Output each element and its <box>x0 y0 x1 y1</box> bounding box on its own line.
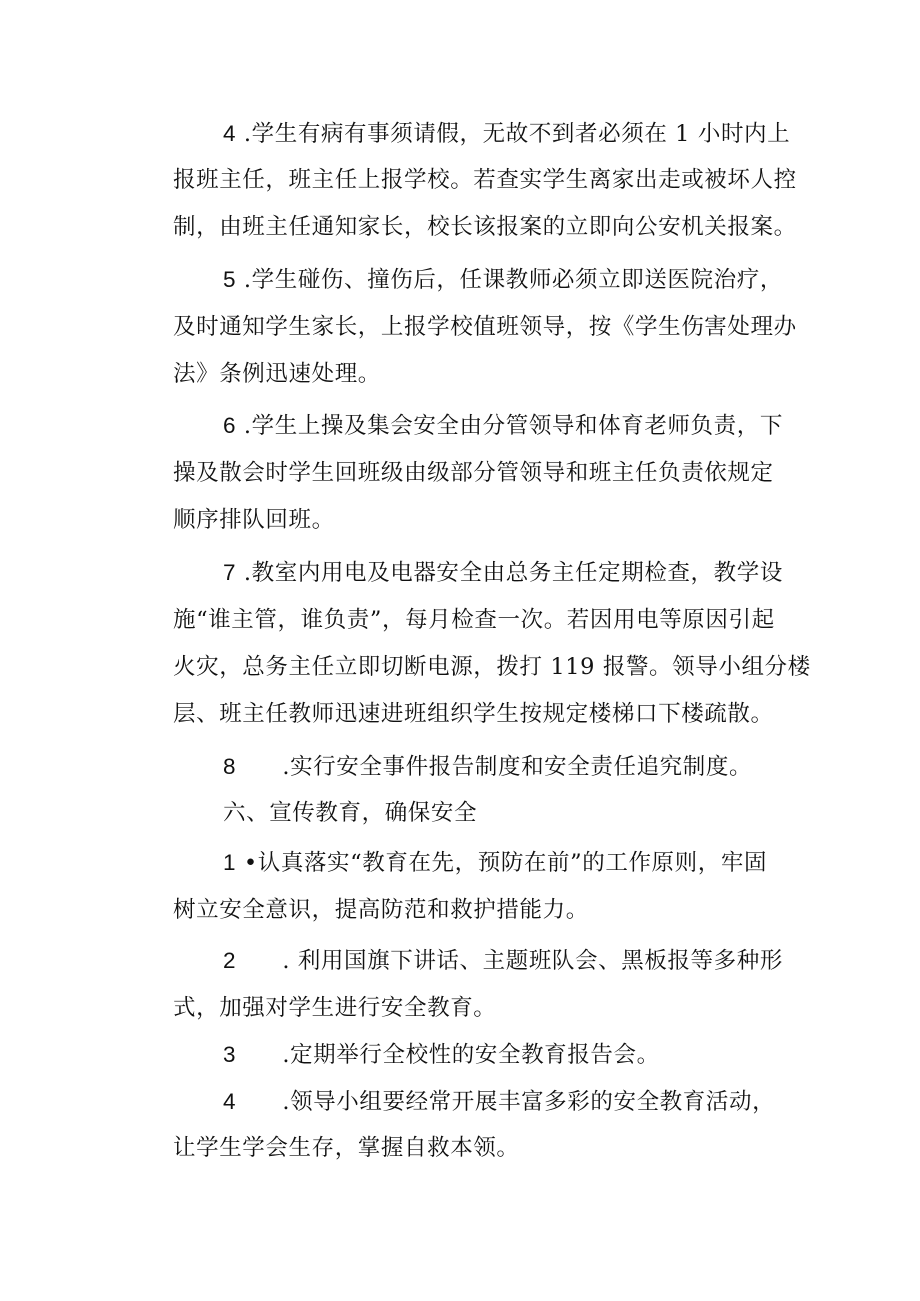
paragraph-line <box>173 212 797 242</box>
line-text: 顺序排队回班。 <box>173 507 335 533</box>
paragraph-line <box>173 652 811 682</box>
line-text: .实行安全事件报告制度和安全责任追究制度。 <box>236 754 753 780</box>
item-number: 4 <box>223 121 237 146</box>
item-number: 8 <box>223 754 237 779</box>
item-number: 5 <box>223 267 237 292</box>
paragraph-line <box>223 1040 660 1070</box>
paragraph-line <box>223 119 790 149</box>
line-text: 报班主任，班主任上报学校。若查实学生离家出走或被坏人控 <box>173 167 797 193</box>
item-number: 3 <box>223 1042 237 1067</box>
paragraph-line <box>173 359 381 389</box>
paragraph-line <box>223 1087 775 1117</box>
paragraph-line <box>223 752 752 782</box>
item-number: 6 <box>223 413 237 438</box>
paragraph-line <box>223 411 783 441</box>
item-number: 1 <box>223 850 237 875</box>
item-number: 4 <box>223 1089 237 1114</box>
line-text: •认真落实“教育在先，预防在前”的工作原则，牢固 <box>236 850 768 876</box>
line-text: 火灾，总务主任立即切断电源，拨打 119 报警。领导小组分楼 <box>173 654 811 680</box>
paragraph-line <box>173 1133 520 1163</box>
line-text: .学生有病有事须请假，无故不到者必须在 1 小时内上 <box>236 121 791 147</box>
paragraph-line <box>223 558 783 588</box>
paragraph-line <box>173 993 496 1023</box>
line-text: 操及散会时学生回班级由级部分管领导和班主任负责依规定 <box>173 460 774 486</box>
paragraph-line <box>223 848 767 878</box>
paragraph-line <box>173 895 589 925</box>
item-number: 7 <box>223 560 237 585</box>
paragraph-line <box>173 505 335 535</box>
line-text: 树立安全意识，提高防范和救护措能力。 <box>173 897 589 923</box>
line-text: 让学生学会生存，掌握自救本领。 <box>173 1135 520 1161</box>
line-text: .学生碰伤、撞伤后，任课教师必须立即送医院治疗， <box>236 267 783 293</box>
item-number: 2 <box>223 948 237 973</box>
paragraph-line <box>173 458 774 488</box>
section-heading <box>223 798 477 828</box>
paragraph-line <box>223 946 783 976</box>
line-text: 施“谁主管，谁负责”，每月检查一次。若因用电等原因引起 <box>173 607 775 633</box>
line-text: 及时通知学生家长，上报学校值班领导，按《学生伤害处理办 <box>173 314 797 340</box>
paragraph-line <box>173 312 797 342</box>
line-text: .定期举行全校性的安全教育报告会。 <box>236 1042 660 1068</box>
line-text: .学生上操及集会安全由分管领导和体育老师负责，下 <box>236 413 783 439</box>
line-text: 法》条例迅速处理。 <box>173 361 381 387</box>
paragraph-line <box>173 165 797 195</box>
paragraph-line <box>173 605 775 635</box>
line-text: . 利用国旗下讲话、主题班队会、黑板报等多种形 <box>236 948 783 974</box>
paragraph-line <box>173 699 774 729</box>
line-text: 层、班主任教师迅速进班组织学生按规定楼梯口下楼疏散。 <box>173 701 774 727</box>
line-text: 六、宣传教育，确保安全 <box>223 800 478 826</box>
line-text: .领导小组要经常开展丰富多彩的安全教育活动， <box>236 1089 776 1115</box>
line-text: 式，加强对学生进行安全教育。 <box>173 995 497 1021</box>
paragraph-line <box>223 265 783 295</box>
line-text: .教室内用电及电器安全由总务主任定期检查，教学设 <box>236 560 783 586</box>
line-text: 制，由班主任通知家长，校长该报案的立即向公安机关报案。 <box>173 214 797 240</box>
